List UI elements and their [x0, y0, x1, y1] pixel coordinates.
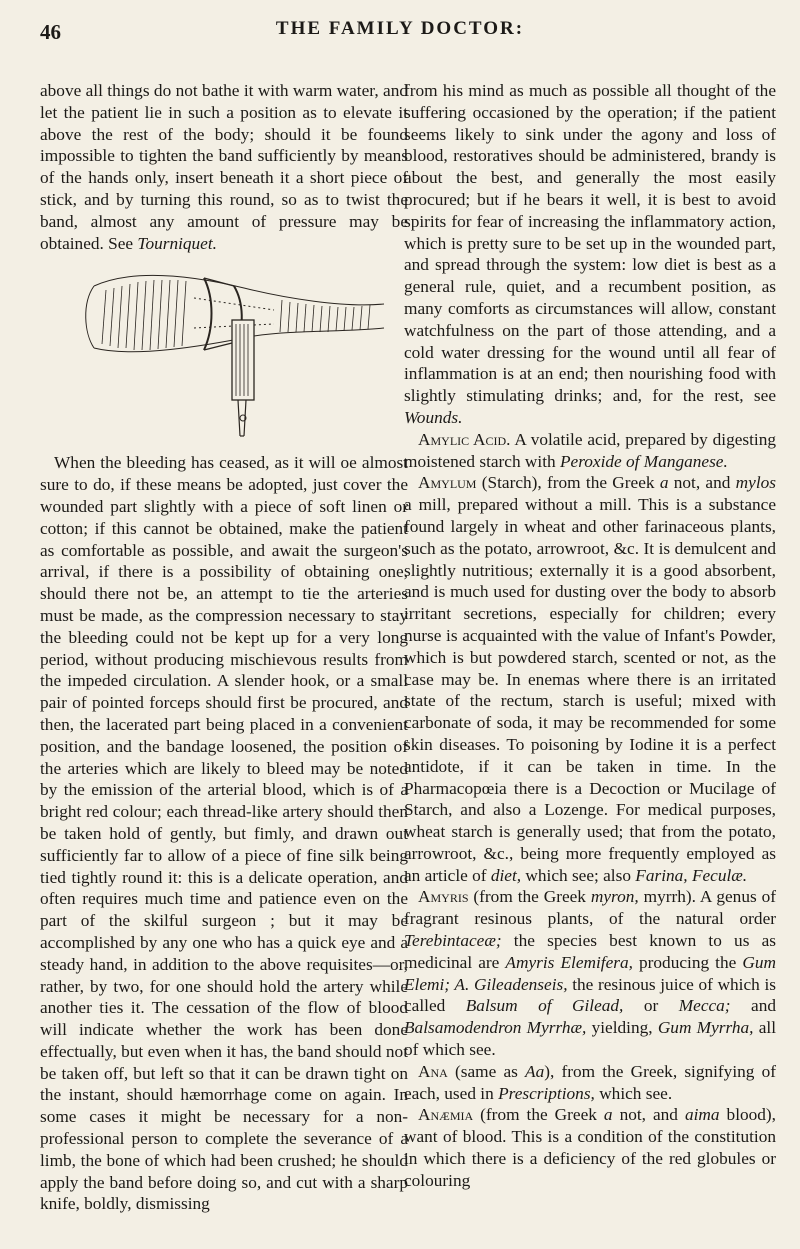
cross-reference: Tourniquet.	[137, 233, 217, 253]
italic-term: Gum Elemi; A. Gileadenseis,	[404, 952, 776, 994]
tourniquet-illustration	[54, 258, 394, 446]
greek-word: myron,	[590, 887, 639, 907]
cross-reference: diet,	[490, 865, 522, 885]
italic-term: Terebintaceæ;	[404, 931, 502, 951]
entry-text: not, and	[668, 473, 736, 493]
paragraph	[404, 80, 776, 429]
italic-term: Balsum of Gilead,	[465, 996, 624, 1016]
entry-text: (same as	[447, 1061, 526, 1081]
italic-term: Amyris Elemifera,	[505, 952, 633, 972]
entry-text: ), from the Greek, signifying of each, used in	[404, 1061, 776, 1103]
entry-heading: Amyris	[418, 887, 469, 907]
paragraph-text: above all things do not bathe it with warm water, and let the patient lie in such a position as to elevate it above the rest of the body; should it be found impossible to tighten the band sufficiently by means of the hands only, insert beneath it a short piece of stick, and by turning this round, so as to twist the band, almost any amount of pressure may be obtained. See	[40, 81, 408, 253]
entry-text: myrrh). A genus of fragrant resinous plants, of the natural order	[404, 887, 776, 929]
entry-anaemia	[404, 1104, 776, 1191]
entry-text: blood), want of blood. This is a condition of the constitution in which there is a deficiency of the red globules or colouring	[404, 1105, 776, 1190]
entry-text: (Starch), from the Greek	[476, 473, 660, 493]
italic-term: Mecca;	[678, 996, 731, 1016]
entry-text: all of which see.	[404, 1018, 776, 1060]
entry-text: the species best known to us as medicinal are	[404, 931, 776, 972]
cross-reference: Peroxide of Manganese.	[559, 451, 728, 471]
entry-ana	[404, 1061, 776, 1105]
entry-text: a mill, prepared without a mill. This is a substance found largely in wheat and other farinaceous plants, such as the potato, arrowroot, &c. It is demulcent and slightly nutritious; externally it is a good absorbent, and is much used for dusting over the body to absorb irritant secretions, especially for children; every nurse is acquainted with the value of Infant's Powder, which is but powdered starch, scented or not, as the case may be. In enemas where there is an irritated state of the rectum, starch is useful; mixed with carbonate of soda, it may be recommended for some skin diseases. To poisoning by Iodine it is a perfect antidote, if it can be taken in time. In the Pharmacopœia there is a Decoction or Mucilage of Starch, and also a Lozenge. For medical purposes, wheat starch is generally used; that from the potato, arrowroot, &c., being more frequently employed as an article of	[404, 495, 776, 885]
cross-reference: Farina, Feculæ.	[635, 865, 748, 885]
entry-heading: Amylic Acid.	[418, 429, 511, 449]
entry-text: which see; also	[521, 865, 636, 885]
greek-word: a	[659, 473, 669, 493]
entry-amylum	[404, 472, 776, 886]
entry-text: or	[623, 996, 679, 1016]
entry-heading: Amylum	[418, 473, 477, 493]
right-column	[404, 80, 776, 1192]
entry-text: the resinous juice of which is called	[404, 974, 776, 1016]
entry-amylic-acid	[404, 429, 776, 473]
entry-text: producing the	[632, 952, 743, 972]
entry-text: A volatile acid, prepared by digesting moistened starch with	[404, 429, 776, 471]
italic-term: Gum Myrrha,	[657, 1018, 754, 1038]
paragraph: When the bleeding has ceased, as it will oe almost sure to do, if these means be adopted, just cover the wounded part slightly with a piece of soft linen or cotton; if this cannot be obtained, make the patient as comfortable as possible, and await the surgeon's arrival, if there is a possibility of obtaining one, should there not be, an attempt to tie the arteries must be made, as the compression necessary to stay the bleeding could not be kept up for a very long period, without producing mischievous results from the impeded circulation. A slender hook, or a small pair of pointed forceps should first be procured, and then, the lacerated part being placed in a convenient position, and the bandage loosened, the position of the arteries which are likely to bleed may be noted by the emission of the arterial blood, which is of a bright red colour; each thread-like artery should then be taken hold of gently, but fimly, and drawn out sufficiently far to allow of a piece of fine silk being tied tightly round it: this is a delicate operation, and often requires much time and patience even on the part of the skilful surgeon ; but it may be accomplished by any one who has a quick eye and a steady hand, in addition to the above requisites—or, rather, by two, for one should hold the artery while another ties it. The cessation of the flow of blood will indicate whether the work has been done effectually, but even when it has, the band should not be taken off, but left so that it can be drawn tight on the instant, should hæmorrhage come on again. In some cases it might be necessary for a non-professional person to complete the severance of a limb, the bone of which had been crushed; he should apply the band before doing so, and cut with a sharp knife, boldly, dismissing	[40, 453, 408, 1214]
greek-word: a	[603, 1105, 613, 1125]
cross-reference: Wounds.	[404, 407, 463, 427]
italic-term: Aa	[525, 1061, 545, 1081]
greek-word: mylos	[735, 473, 776, 493]
entry-heading: Anæmia	[418, 1105, 474, 1125]
italic-term: Balsamodendron Myrrhæ,	[404, 1018, 587, 1038]
left-column	[40, 80, 408, 1215]
entry-text: (from the Greek	[473, 1105, 604, 1125]
entry-amyris	[404, 886, 776, 1060]
entry-text: and	[730, 996, 777, 1016]
entry-text: which see.	[594, 1083, 673, 1103]
page-number: 46	[40, 20, 61, 44]
paragraph-text: from his mind as much as possible all thought of the suffering occasioned by the operation; if the patient seems likely to sink under the agony and loss of blood, restoratives should be administered, brandy is about the best, and generally the most easily procured; but if he bears it well, it is best to avoid spirits for fear of increasing the inflammatory action, which is pretty sure to be set up in the wounded part, and spread through the system: low diet is best as a general rule, quiet, and a recumbent position, as many comforts as circumstances will allow, constant watchfulness on the part of those attending, and a cold water dressing for the wound until all fear of inflammation is at an end; then nourishing food with slightly stimulating drinks; and, for the rest, see	[404, 81, 776, 406]
entry-heading: Ana	[418, 1061, 448, 1081]
greek-word: aima	[684, 1105, 720, 1125]
entry-text: (from the Greek	[468, 887, 591, 907]
entry-text: yielding,	[586, 1018, 658, 1038]
entry-text: not, and	[612, 1105, 685, 1125]
paragraph	[40, 80, 408, 254]
running-title: THE FAMILY DOCTOR:	[275, 18, 525, 39]
cross-reference: Prescriptions,	[498, 1083, 595, 1103]
